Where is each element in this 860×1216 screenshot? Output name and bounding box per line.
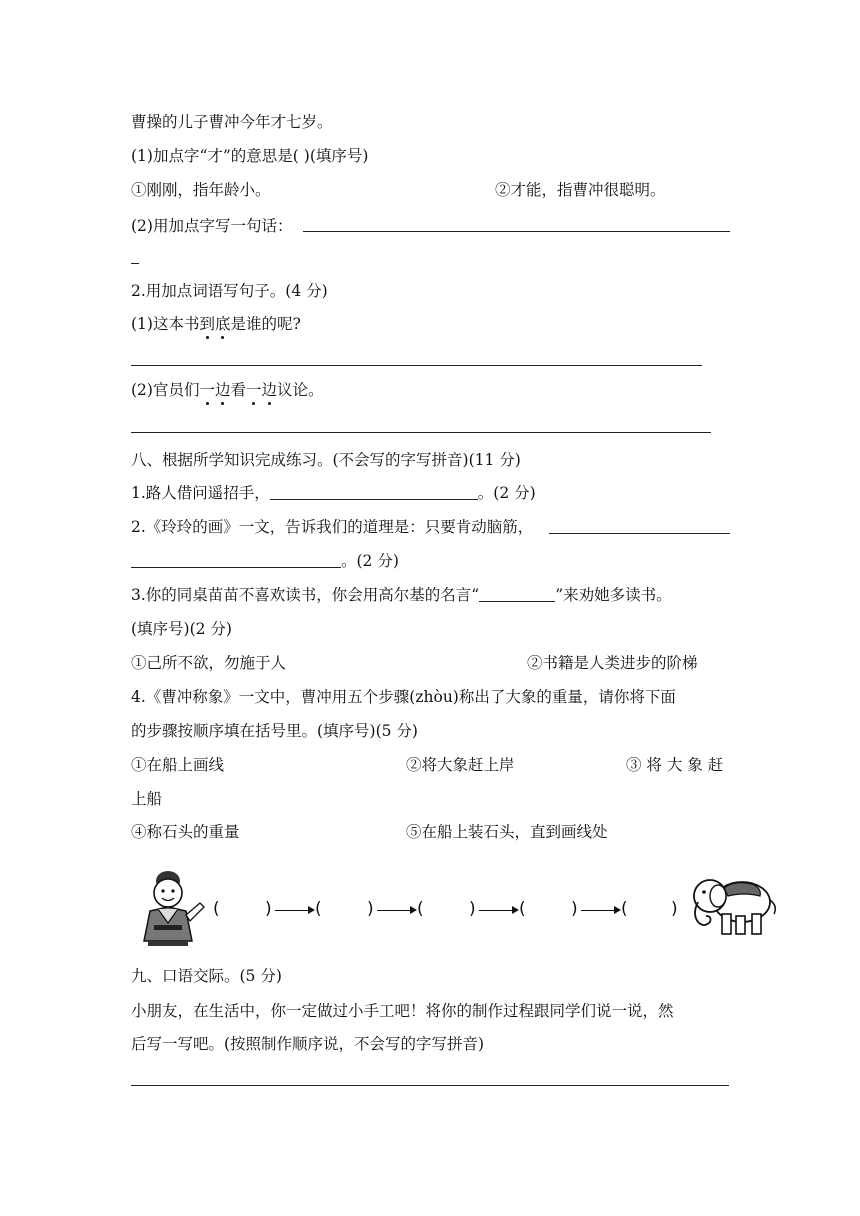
sec8-q3-option-1: ①己所不欲，勿施于人 — [131, 654, 287, 672]
boy-illustration — [128, 863, 208, 947]
section-9-title: 九、口语交际。(5 分) — [131, 967, 282, 985]
arrow-right-icon — [275, 910, 313, 911]
elephant-illustration — [688, 866, 780, 942]
sec8-q4-line1: 4.《曹冲称象》一文中，曹冲用五个步骤(zhòu)称出了大象的重量，请你将下面 — [131, 688, 676, 706]
paren-open: ( — [417, 899, 424, 919]
dotted-char: 底 — [214, 315, 231, 333]
sec8-q4-line2: 的步骤按顺序填在括号里。(填序号)(5 分) — [131, 722, 418, 740]
arrow-right-icon — [377, 910, 415, 911]
paren-open: ( — [621, 899, 628, 919]
q1-option-1: ①刚刚，指年龄小。 — [131, 181, 271, 199]
dotted-char: 边 — [261, 381, 278, 399]
paren-close: ) — [671, 899, 678, 919]
section-8-title: 八、根据所学知识完成练习。(不会写的字写拼音)(11 分) — [131, 451, 521, 469]
sec8-q2: 2.《玲玲的画》一文，告诉我们的道理是：只要肯动脑筋， — [131, 518, 534, 536]
dotted-char: 一 — [199, 381, 215, 399]
answer-line-q1-sub2-cont[interactable] — [131, 263, 139, 264]
q2-s1-post: 是谁的呢? — [230, 315, 301, 333]
paren-open: ( — [213, 899, 220, 919]
q1-intro: 曹操的儿子曹冲今年才七岁。 — [131, 113, 333, 131]
sec8-q2-post: 。(2 分) — [341, 552, 399, 570]
sec9-line2: 后写一写吧。(按照制作顺序说，不会写的字写拼音) — [131, 1035, 485, 1053]
sec8-q2-cont — [131, 551, 399, 571]
paren-open: ( — [315, 899, 322, 919]
answer-line-q2-2[interactable] — [131, 432, 711, 433]
answer-blank-sec8-q2-cont[interactable] — [131, 552, 341, 568]
q2-s1-pre: (1)这本书 — [131, 315, 200, 333]
sec9-line1: 小朋友，在生活中，你一定做过小手工吧！将你的制作过程跟同学们说一说，然 — [131, 1002, 674, 1020]
paren-open: ( — [519, 899, 526, 919]
q2-sentence-1 — [131, 314, 301, 334]
sec8-q1-post: 。(2 分) — [477, 484, 536, 502]
step-4: ④称石头的重量 — [131, 823, 240, 841]
sec8-q3 — [131, 585, 672, 605]
answer-line-q2-1[interactable] — [131, 365, 702, 366]
step-3-cont: 上船 — [131, 790, 163, 808]
arrow-right-icon — [581, 910, 619, 911]
step-order-flow — [205, 895, 695, 925]
q1-sub2: (2)用加点字写一句话： — [131, 217, 293, 235]
q1-option-2: ②才能，指曹冲很聪明。 — [495, 181, 666, 199]
q2-title: 2.用加点词语写句子。(4 分) — [131, 282, 328, 300]
sec8-q3-option-2: ②书籍是人类进步的阶梯 — [527, 654, 698, 672]
step-1: ①在船上画线 — [131, 756, 225, 774]
dotted-char: 一 — [246, 381, 262, 399]
q2-sentence-2 — [131, 380, 324, 400]
q1-sub1: (1)加点字“才”的意思是( )(填序号) — [131, 147, 369, 165]
answer-blank-sec8-q3[interactable] — [479, 586, 555, 602]
dotted-char: 边 — [214, 381, 231, 399]
answer-blank-sec8-q1[interactable] — [270, 484, 478, 500]
sec8-q3-post: ”来劝她多读书。 — [555, 586, 672, 604]
answer-line-sec8-q2[interactable] — [549, 533, 730, 534]
sec8-q3-line2: (填序号)(2 分) — [131, 620, 232, 638]
step-5: ⑤在船上装石头，直到画线处 — [406, 823, 608, 841]
step-3: ③ 将 大 象 赶 — [626, 756, 724, 774]
q2-s2-mid: 看 — [230, 381, 247, 399]
paren-close: ) — [571, 899, 578, 919]
paren-close: ) — [367, 899, 374, 919]
sec8-q3-pre: 3.你的同桌苗苗不喜欢读书，你会用高尔基的名言“ — [131, 586, 480, 604]
paren-close: ) — [469, 899, 476, 919]
paren-close: ) — [265, 899, 272, 919]
arrow-right-icon — [479, 910, 517, 911]
answer-line-q1-sub2[interactable] — [303, 231, 730, 232]
q2-s2-pre: (2)官员们 — [131, 381, 200, 399]
dotted-char: 到 — [199, 315, 215, 333]
sec8-q1 — [131, 483, 536, 503]
step-2: ②将大象赶上岸 — [406, 756, 515, 774]
sec8-q1-pre: 1.路人借问遥招手， — [131, 484, 270, 502]
q2-s2-post: 议论。 — [277, 381, 324, 399]
answer-line-sec9[interactable] — [131, 1085, 729, 1086]
